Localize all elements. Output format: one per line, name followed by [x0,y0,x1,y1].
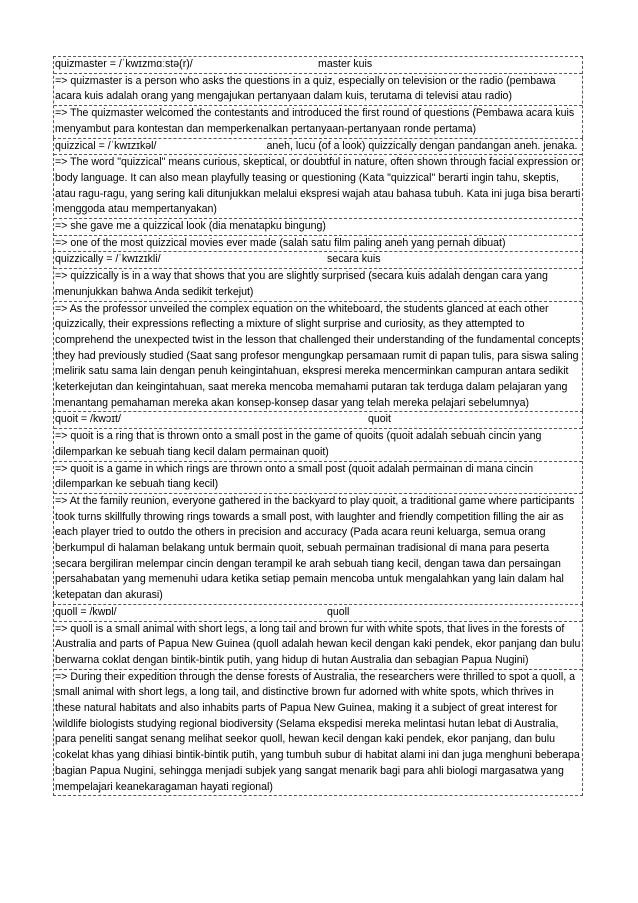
entry-line: => As the professor unveiled the complex equation on the whiteboard, the students glanced at each other quizzically, their expressions reflecting a mixture of slight surprise and curiosity, as they attempted to comprehend the unexpected twist in the lesson that challenged their understanding of the fundamental concepts they had previously studied (Saat sang profesor mengungkap persamaan rumit di papan tulis, para siswa saling melirik satu sama lain dengan penuh keingintahuan, ekspresi mereka mencerminkan campuran antara sedikit keterkejutan dan keingintahuan, saat mereka mencoba memahami putaran tak terduga dalam pelajaran yang menantang pemahaman mereka akan konsep-konsep dasar yang telah mereka pelajari sebelumnya) [54,301,582,412]
entry-line: => she gave me a quizzical look (dia menatapku bingung) [54,218,582,235]
entry-header [55,57,581,73]
entry-term: quoit = /kwɔɪt/ [55,413,121,426]
entry-line: => quoit is a game in which rings are thrown onto a small post (quoit adalah permainan di mana cincin dilemparkan ke sebuah tiang kecil) [54,461,582,493]
entry-quizzically [53,251,583,411]
entry-term: quizzical = /ˈkwɪzɪkəl/ [55,139,157,152]
document-page [53,56,583,796]
entry-translation: quoit [368,413,391,426]
entry-line: => quizmaster is a person who asks the questions in a quiz, especially on television or the radio (pembawa acara kuis adalah orang yang mengajukan pertanyaan dalam kuis, terutama di televisi atau radio) [54,73,582,105]
entry-translation: secara kuis [327,253,381,266]
entry-quizzical [53,138,583,252]
entry-quizmaster [53,56,583,138]
entry-line: => The quizmaster welcomed the contestants and introduced the first round of questions (Pembawa acara kuis menyambut para kontestan dan memperkenalkan pertanyaan-pertanyaan ronde pertama) [54,105,582,137]
entry-translation: quoll [327,605,350,618]
entry-line: => quoll is a small animal with short legs, a long tail and brown fur with white spots, that lives in the forests of Australia and parts of Papua New Guinea (quoll adalah hewan kecil dengan kaki pendek, ekor panjang dan bulu berwarna coklat dengan bintik-bintik putih, yang hidup di hutan Australia dan sebagian Papua Nugini) [54,621,582,669]
entry-line: => one of the most quizzical movies ever made (salah satu film paling aneh yang pernah dibuat) [54,235,582,252]
entry-quoll [53,604,583,796]
entry-line: => At the family reunion, everyone gathered in the backyard to play quoit, a traditional game where participants took turns skillfully throwing rings towards a small post, with laughter and friendly competition filling the air as each player tried to outdo the others in precision and accuracy (Pada acara reuni keluarga, semua orang berkumpul di halaman belakang untuk bermain quoit, sebuah permainan tradisional di mana para peserta secara bergiliran melempar cincin dengan terampil ke arah sebuah tiang kecil, dengan tawa dan persaingan persahabatan yang memenuhi udara ketika setiap pemain mencoba untuk mengalahkan yang lain dalam hal ketepatan dan akurasi) [54,493,582,604]
entry-term: quizmaster = /ˈkwɪzmɑːstə(r)/ [55,58,193,70]
entry-header [55,605,581,621]
entry-header [55,252,581,268]
entry-line: => The word "quizzical" means curious, skeptical, or doubtful in nature, often shown through facial expression or body language. It can also mean playfully teasing or questioning (Kata "quizzical" berarti ingin tahu, skeptis, atau ragu-ragu, yang sering kali ditunjukkan melalui ekspresi wajah atau bahasa tubuh. Kata ini juga bisa berarti menggoda atau mempertanyakan) [54,154,582,218]
entry-line: => quizzically is in a way that shows that you are slightly surprised (secara kuis adalah dengan cara yang menunjukkan bahwa Anda sedikit terkejut) [54,268,582,300]
entry-term: quoll = /kwɒl/ [55,605,117,618]
entry-header [55,412,581,428]
entry-translation: aneh, lucu (of a look) quizzically dengan pandangan aneh. jenaka. [266,139,578,152]
entry-term: quizzically = /ˈkwɪzɪkli/ [55,253,161,266]
entry-line: => During their expedition through the dense forests of Australia, the researchers were thrilled to spot a quoll, a small animal with short legs, a long tail, and distinctive brown fur adorned with white spots, which thrives in these natural habitats and also inhabits parts of Papua New Guinea, making it a subject of great interest for wildlife biologists studying regional biodiversity (Selama ekspedisi mereka melintasi hutan lebat di Australia, para peneliti sangat senang melihat seekor quoll, hewan kecil dengan kaki pendek, ekor panjang, dan bulu cokelat khas yang dihiasi bintik-bintik putih, yang tumbuh subur di habitat alami ini dan juga menghuni beberapa bagian Papua Nugini, sehingga menjadi subjek yang sangat menarik bagi para ahli biologi margasatwa yang mempelajari keanekaragaman hayati regional) [54,669,582,796]
entry-translation: master kuis [318,58,373,70]
entry-line: => quoit is a ring that is thrown onto a small post in the game of quoits (quoit adalah sebuah cincin yang dilemparkan ke sebuah tiang kecil dalam permainan quoit) [54,428,582,460]
entry-header [54,139,582,155]
entry-quoit [53,411,583,603]
